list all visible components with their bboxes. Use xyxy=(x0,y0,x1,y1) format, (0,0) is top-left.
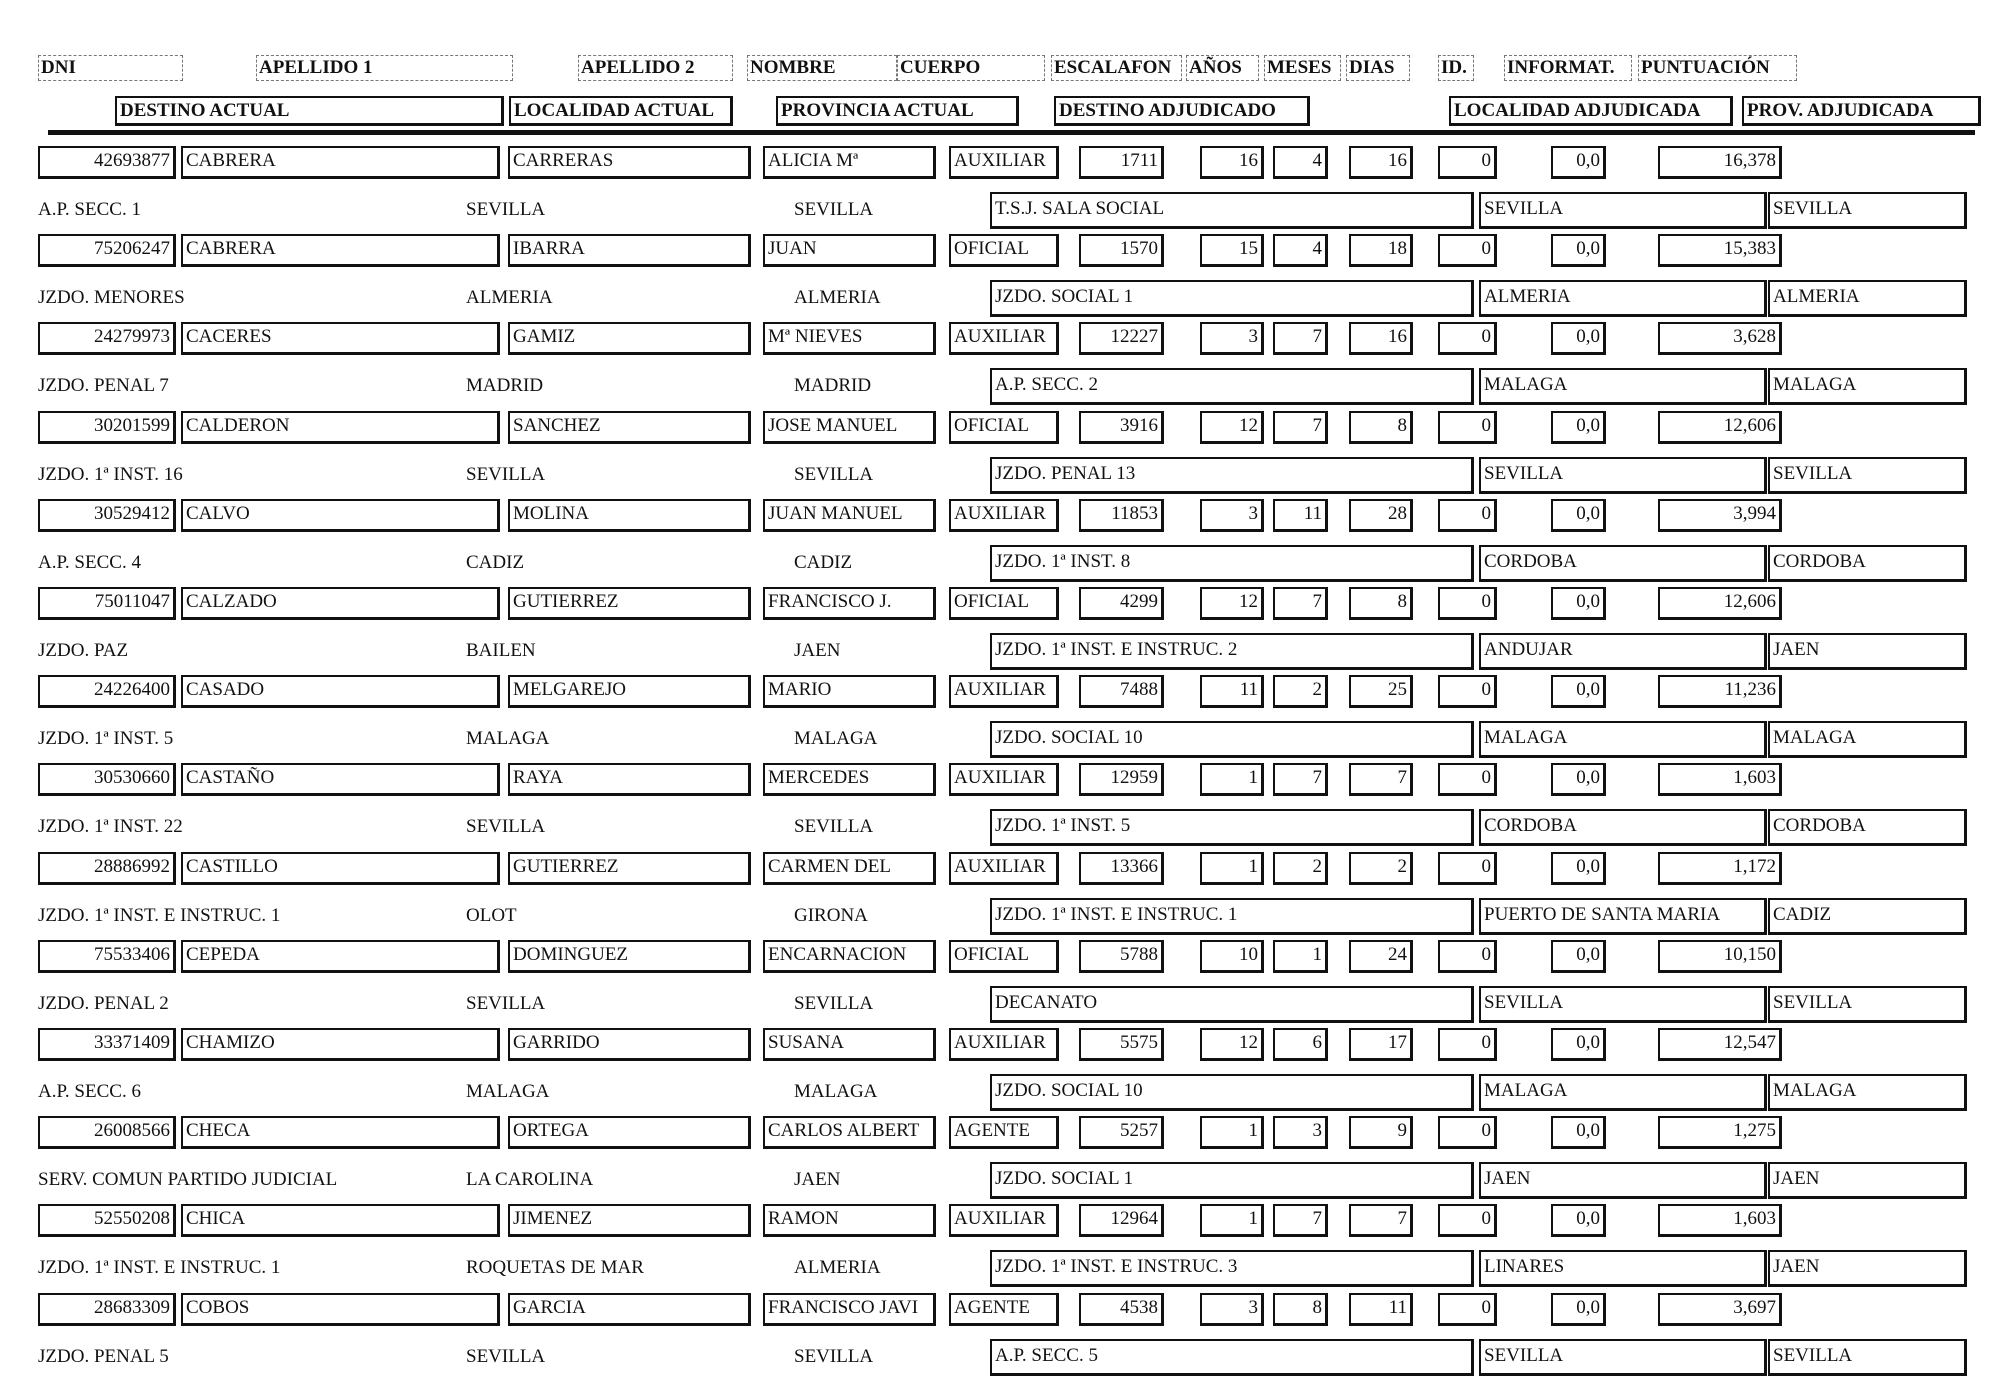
record-anos: 15 xyxy=(1200,234,1264,267)
record-informat: 0,0 xyxy=(1551,940,1606,973)
record-provincia-actual: ALMERIA xyxy=(794,1257,881,1279)
record-escalafon: 12964 xyxy=(1079,1204,1164,1237)
record-anos: 12 xyxy=(1200,1028,1264,1061)
record-localidad-actual: LA CAROLINA xyxy=(466,1169,594,1191)
record-provincia-actual: SEVILLA xyxy=(794,816,874,838)
record-meses: 8 xyxy=(1273,1293,1328,1326)
record-nombre: SUSANA xyxy=(763,1028,936,1061)
record-apellido1: CASADO xyxy=(181,675,500,708)
record-apellido2: DOMINGUEZ xyxy=(508,940,751,973)
record-destino-adjudicado: A.P. SECC. 5 xyxy=(990,1339,1474,1376)
record-cuerpo: OFICIAL xyxy=(949,587,1059,620)
record-apellido1: CASTILLO xyxy=(181,852,500,885)
record-provincia-actual: SEVILLA xyxy=(794,1345,874,1367)
record-escalafon: 12227 xyxy=(1079,322,1164,355)
record-localidad-adjudicada: SEVILLA xyxy=(1479,192,1767,229)
record-informat: 0,0 xyxy=(1551,499,1606,532)
record-cuerpo: AUXILIAR xyxy=(949,852,1059,885)
record-provincia-actual: MALAGA xyxy=(794,728,878,750)
record-apellido2: IBARRA xyxy=(508,234,751,267)
header-meses: MESES xyxy=(1264,55,1341,81)
record-provincia-actual: SEVILLA xyxy=(794,992,874,1014)
record-puntuacion: 3,697 xyxy=(1658,1293,1782,1326)
record-dni: 28683309 xyxy=(38,1293,176,1326)
record-meses: 7 xyxy=(1273,587,1328,620)
record-prov-adjudicada: MALAGA xyxy=(1768,721,1967,758)
record-prov-adjudicada: MALAGA xyxy=(1768,1074,1967,1111)
record-puntuacion: 11,236 xyxy=(1658,675,1782,708)
record-meses: 4 xyxy=(1273,146,1328,179)
record-destino-actual: SERV. COMUN PARTIDO JUDICIAL xyxy=(38,1169,338,1191)
record-nombre: JOSE MANUEL xyxy=(763,411,936,444)
record-puntuacion: 10,150 xyxy=(1658,940,1782,973)
record-anos: 1 xyxy=(1200,763,1264,796)
record-nombre: JUAN MANUEL xyxy=(763,499,936,532)
record-informat: 0,0 xyxy=(1551,146,1606,179)
record-destino-adjudicado: JZDO. SOCIAL 10 xyxy=(990,721,1474,758)
record-informat: 0,0 xyxy=(1551,1028,1606,1061)
record-destino-actual: JZDO. 1ª INST. 5 xyxy=(38,728,174,750)
record-escalafon: 7488 xyxy=(1079,675,1164,708)
record-escalafon: 1711 xyxy=(1079,146,1164,179)
record-escalafon: 5257 xyxy=(1079,1116,1164,1149)
header-escalafon: ESCALAFON xyxy=(1051,55,1182,81)
record-prov-adjudicada: JAEN xyxy=(1768,1250,1967,1287)
record-provincia-actual: SEVILLA xyxy=(794,463,874,485)
record-apellido1: CACERES xyxy=(181,322,500,355)
record-provincia-actual: MADRID xyxy=(794,375,872,397)
record-dias: 2 xyxy=(1349,852,1413,885)
record-id: 0 xyxy=(1438,852,1497,885)
record-prov-adjudicada: CADIZ xyxy=(1768,898,1967,935)
record-informat: 0,0 xyxy=(1551,852,1606,885)
record-provincia-actual: JAEN xyxy=(794,1169,841,1191)
record-apellido1: CASTAÑO xyxy=(181,763,500,796)
record-apellido2: MELGAREJO xyxy=(508,675,751,708)
record-dias: 16 xyxy=(1349,146,1413,179)
record-destino-actual: JZDO. PENAL 7 xyxy=(38,375,169,397)
record-dias: 7 xyxy=(1349,1204,1413,1237)
record-destino-actual: A.P. SECC. 4 xyxy=(38,551,141,573)
record-escalafon: 13366 xyxy=(1079,852,1164,885)
record-escalafon: 1570 xyxy=(1079,234,1164,267)
record-dias: 11 xyxy=(1349,1293,1413,1326)
record-apellido1: CHICA xyxy=(181,1204,500,1237)
record-escalafon: 5575 xyxy=(1079,1028,1164,1061)
record-prov-adjudicada: CORDOBA xyxy=(1768,545,1967,582)
record-id: 0 xyxy=(1438,763,1497,796)
record-cuerpo: AUXILIAR xyxy=(949,146,1059,179)
record-localidad-actual: SEVILLA xyxy=(466,992,546,1014)
record-dias: 18 xyxy=(1349,234,1413,267)
record-apellido1: CABRERA xyxy=(181,146,500,179)
record-id: 0 xyxy=(1438,146,1497,179)
record-prov-adjudicada: SEVILLA xyxy=(1768,457,1967,494)
record-prov-adjudicada: SEVILLA xyxy=(1768,986,1967,1023)
record-nombre: FRANCISCO JAVI xyxy=(763,1293,936,1326)
record-dni: 24279973 xyxy=(38,322,176,355)
record-apellido2: GAMIZ xyxy=(508,322,751,355)
record-informat: 0,0 xyxy=(1551,234,1606,267)
record-dni: 42693877 xyxy=(38,146,176,179)
record-anos: 10 xyxy=(1200,940,1264,973)
record-cuerpo: AUXILIAR xyxy=(949,1204,1059,1237)
record-escalafon: 11853 xyxy=(1079,499,1164,532)
record-apellido1: COBOS xyxy=(181,1293,500,1326)
record-localidad-actual: MADRID xyxy=(466,375,544,397)
record-puntuacion: 15,383 xyxy=(1658,234,1782,267)
record-anos: 1 xyxy=(1200,852,1264,885)
record-localidad-actual: ROQUETAS DE MAR xyxy=(466,1257,644,1279)
record-dias: 28 xyxy=(1349,499,1413,532)
record-dni: 30201599 xyxy=(38,411,176,444)
record-destino-adjudicado: JZDO. 1ª INST. 5 xyxy=(990,809,1474,846)
record-localidad-adjudicada: ANDUJAR xyxy=(1479,633,1767,670)
record-destino-actual: JZDO. 1ª INST. E INSTRUC. 1 xyxy=(38,904,281,926)
record-anos: 3 xyxy=(1200,1293,1264,1326)
record-apellido2: SANCHEZ xyxy=(508,411,751,444)
record-localidad-adjudicada: MALAGA xyxy=(1479,721,1767,758)
record-dias: 8 xyxy=(1349,587,1413,620)
record-informat: 0,0 xyxy=(1551,1116,1606,1149)
record-localidad-actual: SEVILLA xyxy=(466,199,546,220)
record-apellido1: CALDERON xyxy=(181,411,500,444)
record-destino-actual: JZDO. 1ª INST. 22 xyxy=(38,816,183,838)
record-destino-actual: A.P. SECC. 6 xyxy=(38,1081,141,1102)
record-anos: 1 xyxy=(1200,1116,1264,1149)
record-meses: 7 xyxy=(1273,1204,1328,1237)
header-informat: INFORMAT. xyxy=(1504,55,1632,81)
record-anos: 3 xyxy=(1200,322,1264,355)
header-destino-actual: DESTINO ACTUAL xyxy=(115,96,504,126)
record-id: 0 xyxy=(1438,1116,1497,1149)
record-cuerpo: AGENTE xyxy=(949,1116,1059,1149)
record-escalafon: 3916 xyxy=(1079,411,1164,444)
record-prov-adjudicada: JAEN xyxy=(1768,1162,1967,1199)
record-puntuacion: 1,172 xyxy=(1658,852,1782,885)
record-meses: 2 xyxy=(1273,675,1328,708)
record-nombre: MARIO xyxy=(763,675,936,708)
header-id: ID. xyxy=(1438,55,1474,81)
record-puntuacion: 3,994 xyxy=(1658,499,1782,532)
record-destino-adjudicado: JZDO. SOCIAL 1 xyxy=(990,280,1474,317)
record-meses: 6 xyxy=(1273,1028,1328,1061)
record-puntuacion: 12,606 xyxy=(1658,587,1782,620)
record-localidad-adjudicada: ALMERIA xyxy=(1479,280,1767,317)
record-cuerpo: AGENTE xyxy=(949,1293,1059,1326)
record-anos: 16 xyxy=(1200,146,1264,179)
record-escalafon: 12959 xyxy=(1079,763,1164,796)
record-informat: 0,0 xyxy=(1551,1204,1606,1237)
record-dias: 17 xyxy=(1349,1028,1413,1061)
record-apellido2: GARRIDO xyxy=(508,1028,751,1061)
record-dias: 9 xyxy=(1349,1116,1413,1149)
record-localidad-actual: MALAGA xyxy=(466,1081,550,1102)
record-destino-adjudicado: JZDO. 1ª INST. 8 xyxy=(990,545,1474,582)
record-puntuacion: 12,606 xyxy=(1658,411,1782,444)
record-cuerpo: AUXILIAR xyxy=(949,499,1059,532)
record-nombre: RAMON xyxy=(763,1204,936,1237)
record-apellido2: RAYA xyxy=(508,763,751,796)
record-destino-actual: A.P. SECC. 1 xyxy=(38,199,141,220)
record-prov-adjudicada: SEVILLA xyxy=(1768,1339,1967,1376)
record-provincia-actual: MALAGA xyxy=(794,1081,878,1102)
record-destino-adjudicado: JZDO. SOCIAL 1 xyxy=(990,1162,1474,1199)
record-prov-adjudicada: MALAGA xyxy=(1768,368,1967,405)
record-destino-adjudicado: DECANATO xyxy=(990,986,1474,1023)
record-localidad-adjudicada: MALAGA xyxy=(1479,368,1767,405)
record-destino-adjudicado: T.S.J. SALA SOCIAL xyxy=(990,192,1474,229)
record-dni: 30530660 xyxy=(38,763,176,796)
record-destino-adjudicado: JZDO. 1ª INST. E INSTRUC. 2 xyxy=(990,633,1474,670)
record-apellido1: CHAMIZO xyxy=(181,1028,500,1061)
record-cuerpo: AUXILIAR xyxy=(949,322,1059,355)
record-anos: 12 xyxy=(1200,587,1264,620)
record-dni: 75206247 xyxy=(38,234,176,267)
record-cuerpo: AUXILIAR xyxy=(949,1028,1059,1061)
record-localidad-actual: BAILEN xyxy=(466,640,536,661)
record-apellido2: MOLINA xyxy=(508,499,751,532)
record-dias: 8 xyxy=(1349,411,1413,444)
record-destino-adjudicado: JZDO. 1ª INST. E INSTRUC. 1 xyxy=(990,898,1474,935)
record-id: 0 xyxy=(1438,1204,1497,1237)
record-destino-adjudicado: JZDO. SOCIAL 10 xyxy=(990,1074,1474,1111)
record-dni: 26008566 xyxy=(38,1116,176,1149)
record-destino-actual: JZDO. PAZ xyxy=(38,640,129,661)
record-dni: 75011047 xyxy=(38,587,176,620)
record-provincia-actual: CADIZ xyxy=(794,551,853,573)
record-id: 0 xyxy=(1438,1028,1497,1061)
record-prov-adjudicada: JAEN xyxy=(1768,633,1967,670)
record-localidad-actual: SEVILLA xyxy=(466,463,546,485)
record-apellido2: ORTEGA xyxy=(508,1116,751,1149)
record-puntuacion: 1,603 xyxy=(1658,763,1782,796)
record-id: 0 xyxy=(1438,499,1497,532)
record-localidad-actual: SEVILLA xyxy=(466,1345,546,1367)
record-dias: 16 xyxy=(1349,322,1413,355)
record-apellido1: CABRERA xyxy=(181,234,500,267)
record-puntuacion: 12,547 xyxy=(1658,1028,1782,1061)
header-dias: DIAS xyxy=(1346,55,1410,81)
record-apellido2: GARCIA xyxy=(508,1293,751,1326)
record-meses: 11 xyxy=(1273,499,1328,532)
record-informat: 0,0 xyxy=(1551,1293,1606,1326)
record-puntuacion: 1,603 xyxy=(1658,1204,1782,1237)
header-prov-adjudicada: PROV. ADJUDICADA xyxy=(1742,96,1981,126)
record-apellido2: GUTIERREZ xyxy=(508,852,751,885)
record-id: 0 xyxy=(1438,234,1497,267)
record-dni: 24226400 xyxy=(38,675,176,708)
record-prov-adjudicada: CORDOBA xyxy=(1768,809,1967,846)
record-dni: 52550208 xyxy=(38,1204,176,1237)
record-localidad-adjudicada: SEVILLA xyxy=(1479,1339,1767,1376)
record-informat: 0,0 xyxy=(1551,411,1606,444)
record-apellido2: JIMENEZ xyxy=(508,1204,751,1237)
record-apellido1: CALVO xyxy=(181,499,500,532)
record-puntuacion: 3,628 xyxy=(1658,322,1782,355)
record-dni: 28886992 xyxy=(38,852,176,885)
record-cuerpo: OFICIAL xyxy=(949,234,1059,267)
record-informat: 0,0 xyxy=(1551,587,1606,620)
record-cuerpo: OFICIAL xyxy=(949,411,1059,444)
record-localidad-adjudicada: PUERTO DE SANTA MARIA xyxy=(1479,898,1767,935)
record-id: 0 xyxy=(1438,322,1497,355)
record-localidad-actual: CADIZ xyxy=(466,551,525,573)
record-anos: 1 xyxy=(1200,1204,1264,1237)
header-destino-adjudicado: DESTINO ADJUDICADO xyxy=(1054,96,1310,126)
record-destino-actual: JZDO. 1ª INST. E INSTRUC. 1 xyxy=(38,1257,281,1279)
header-divider xyxy=(48,130,1975,135)
record-destino-adjudicado: JZDO. 1ª INST. E INSTRUC. 3 xyxy=(990,1250,1474,1287)
header-localidad-adjudicada: LOCALIDAD ADJUDICADA xyxy=(1449,96,1733,126)
record-anos: 3 xyxy=(1200,499,1264,532)
record-id: 0 xyxy=(1438,411,1497,444)
record-nombre: Mª NIEVES xyxy=(763,322,936,355)
record-destino-actual: JZDO. MENORES xyxy=(38,287,185,309)
record-apellido2: CARRERAS xyxy=(508,146,751,179)
record-destino-actual: JZDO. PENAL 2 xyxy=(38,992,169,1014)
record-id: 0 xyxy=(1438,1293,1497,1326)
record-destino-actual: JZDO. 1ª INST. 16 xyxy=(38,463,183,485)
record-localidad-adjudicada: LINARES xyxy=(1479,1250,1767,1287)
record-nombre: JUAN xyxy=(763,234,936,267)
record-localidad-actual: MALAGA xyxy=(466,728,550,750)
record-dias: 25 xyxy=(1349,675,1413,708)
record-apellido1: CALZADO xyxy=(181,587,500,620)
record-nombre: ENCARNACION xyxy=(763,940,936,973)
record-nombre: ALICIA Mª xyxy=(763,146,936,179)
record-id: 0 xyxy=(1438,587,1497,620)
record-nombre: CARLOS ALBERT xyxy=(763,1116,936,1149)
record-nombre: FRANCISCO J. xyxy=(763,587,936,620)
record-escalafon: 4538 xyxy=(1079,1293,1164,1326)
record-cuerpo: AUXILIAR xyxy=(949,763,1059,796)
record-prov-adjudicada: ALMERIA xyxy=(1768,280,1967,317)
record-meses: 7 xyxy=(1273,763,1328,796)
record-informat: 0,0 xyxy=(1551,763,1606,796)
record-meses: 3 xyxy=(1273,1116,1328,1149)
record-informat: 0,0 xyxy=(1551,322,1606,355)
record-escalafon: 4299 xyxy=(1079,587,1164,620)
record-localidad-actual: SEVILLA xyxy=(466,816,546,838)
record-id: 0 xyxy=(1438,940,1497,973)
record-meses: 7 xyxy=(1273,322,1328,355)
record-id: 0 xyxy=(1438,675,1497,708)
record-apellido2: GUTIERREZ xyxy=(508,587,751,620)
record-anos: 12 xyxy=(1200,411,1264,444)
record-dias: 24 xyxy=(1349,940,1413,973)
header-nombre: NOMBRE xyxy=(747,55,897,81)
header-puntuacion: PUNTUACIÓN xyxy=(1638,55,1797,81)
record-prov-adjudicada: SEVILLA xyxy=(1768,192,1967,229)
record-dni: 33371409 xyxy=(38,1028,176,1061)
record-localidad-adjudicada: CORDOBA xyxy=(1479,809,1767,846)
record-escalafon: 5788 xyxy=(1079,940,1164,973)
record-provincia-actual: SEVILLA xyxy=(794,199,874,220)
record-nombre: CARMEN DEL xyxy=(763,852,936,885)
header-cuerpo: CUERPO xyxy=(897,55,1045,81)
record-dni: 30529412 xyxy=(38,499,176,532)
record-meses: 2 xyxy=(1273,852,1328,885)
record-meses: 4 xyxy=(1273,234,1328,267)
record-destino-adjudicado: A.P. SECC. 2 xyxy=(990,368,1474,405)
record-apellido1: CHECA xyxy=(181,1116,500,1149)
record-puntuacion: 16,378 xyxy=(1658,146,1782,179)
record-informat: 0,0 xyxy=(1551,675,1606,708)
header-dni: DNI xyxy=(38,55,183,81)
record-cuerpo: AUXILIAR xyxy=(949,675,1059,708)
record-dni: 75533406 xyxy=(38,940,176,973)
header-apellido-2: APELLIDO 2 xyxy=(578,55,733,81)
record-anos: 11 xyxy=(1200,675,1264,708)
header-provincia-actual: PROVINCIA ACTUAL xyxy=(776,96,1019,126)
record-destino-actual: JZDO. PENAL 5 xyxy=(38,1345,169,1367)
record-meses: 1 xyxy=(1273,940,1328,973)
record-localidad-adjudicada: JAEN xyxy=(1479,1162,1767,1199)
header-anos: AÑOS xyxy=(1186,55,1259,81)
record-puntuacion: 1,275 xyxy=(1658,1116,1782,1149)
record-provincia-actual: JAEN xyxy=(794,640,841,661)
record-provincia-actual: GIRONA xyxy=(794,904,868,926)
record-apellido1: CEPEDA xyxy=(181,940,500,973)
record-nombre: MERCEDES xyxy=(763,763,936,796)
record-localidad-actual: OLOT xyxy=(466,904,517,926)
record-localidad-adjudicada: MALAGA xyxy=(1479,1074,1767,1111)
record-cuerpo: OFICIAL xyxy=(949,940,1059,973)
header-localidad-actual: LOCALIDAD ACTUAL xyxy=(509,96,733,126)
record-dias: 7 xyxy=(1349,763,1413,796)
record-provincia-actual: ALMERIA xyxy=(794,287,881,309)
record-localidad-adjudicada: CORDOBA xyxy=(1479,545,1767,582)
record-meses: 7 xyxy=(1273,411,1328,444)
record-destino-adjudicado: JZDO. PENAL 13 xyxy=(990,457,1474,494)
header-apellido-1: APELLIDO 1 xyxy=(256,55,513,81)
record-localidad-adjudicada: SEVILLA xyxy=(1479,986,1767,1023)
record-localidad-adjudicada: SEVILLA xyxy=(1479,457,1767,494)
record-localidad-actual: ALMERIA xyxy=(466,287,553,309)
